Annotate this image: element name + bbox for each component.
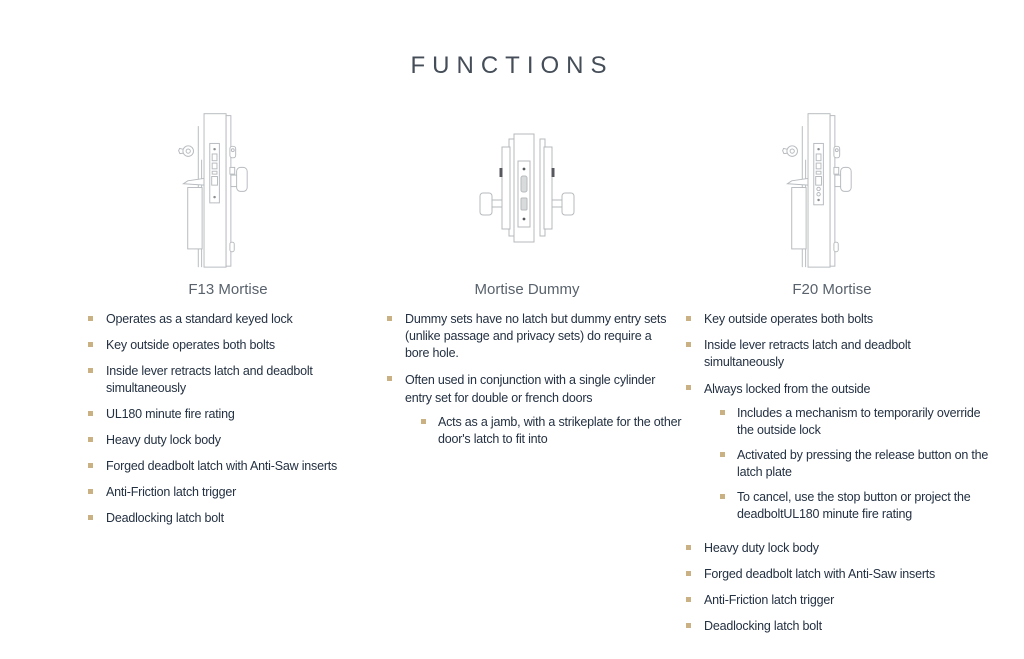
- bullet-square-icon: [686, 545, 691, 550]
- bullet-square-icon: [88, 342, 93, 347]
- feature-text: Acts as a jamb, with a strikeplate for the other door's latch to fit into: [438, 415, 682, 446]
- bullet-square-icon: [686, 342, 691, 347]
- feature-text: Forged deadbolt latch with Anti-Saw inserts: [704, 567, 936, 581]
- feature-list-mortise-dummy: [387, 311, 682, 456]
- bullet-square-icon: [88, 437, 93, 442]
- feature-text: Key outside operates both bolts: [106, 338, 275, 352]
- bullet-square-icon: [686, 597, 691, 602]
- bullet-square-icon: [88, 489, 93, 494]
- feature-sublist: [405, 414, 683, 448]
- column-title-mortise-dummy: Mortise Dummy: [474, 281, 580, 298]
- feature-subitem: [720, 447, 994, 481]
- feature-item: [88, 311, 368, 328]
- feature-text: Operates as a standard keyed lock: [106, 312, 293, 326]
- function-column-mortise-dummy: [387, 106, 682, 644]
- feature-text: Activated by pressing the release button on the latch plate: [737, 448, 989, 479]
- feature-text: Forged deadbolt latch with Anti-Saw inserts: [106, 459, 338, 473]
- mortise-lock-side-view-illustration: [779, 107, 885, 270]
- feature-text: Includes a mechanism to temporarily override the outside lock: [737, 406, 981, 437]
- feature-item: [88, 484, 368, 501]
- feature-item: [88, 406, 368, 423]
- column-title-f13-mortise: F13 Mortise: [188, 281, 268, 298]
- feature-text: Key outside operates both bolts: [704, 312, 873, 326]
- bullet-square-icon: [686, 623, 691, 628]
- mortise-dummy-front-view-illustration: [477, 119, 577, 259]
- function-column-f20-mortise: [686, 106, 989, 644]
- feature-item: [686, 337, 978, 371]
- feature-text: Inside lever retracts latch and deadbolt simultaneously: [106, 364, 313, 395]
- feature-subitem: [421, 414, 683, 448]
- feature-list-f13-mortise: [88, 311, 368, 527]
- bullet-square-icon: [88, 316, 93, 321]
- feature-sublist: [704, 405, 994, 523]
- feature-item: [387, 311, 667, 362]
- feature-item: [686, 592, 978, 609]
- feature-text: Dummy sets have no latch but dummy entry sets (unlike passage and privacy sets) do require a bore hole.: [405, 312, 667, 360]
- mortise-lock-side-view-illustration: [175, 107, 281, 270]
- function-column-f13-mortise: [88, 106, 368, 644]
- bullet-square-icon: [387, 316, 392, 321]
- feature-item: [387, 371, 682, 456]
- page-title: FUNCTIONS: [410, 52, 614, 79]
- feature-item: [88, 510, 368, 527]
- feature-subitem: [720, 489, 994, 523]
- f13-mortise-figure: [88, 106, 368, 271]
- bullet-square-icon: [686, 316, 691, 321]
- bullet-square-icon: [88, 463, 93, 468]
- feature-text: Deadlocking latch bolt: [704, 619, 822, 633]
- bullet-square-icon: [387, 376, 392, 381]
- feature-item: [686, 540, 978, 557]
- f20-mortise-figure: [686, 106, 978, 271]
- feature-text: Anti-Friction latch trigger: [106, 485, 237, 499]
- bullet-square-icon: [720, 410, 725, 415]
- feature-list-f20-mortise: [686, 311, 989, 635]
- feature-item: [686, 618, 978, 635]
- bullet-square-icon: [686, 385, 691, 390]
- bullet-square-icon: [88, 515, 93, 520]
- bullet-square-icon: [421, 419, 426, 424]
- bullet-square-icon: [686, 571, 691, 576]
- feature-item: [686, 566, 978, 583]
- feature-item: [88, 458, 368, 475]
- feature-item: [88, 337, 368, 354]
- feature-text: Inside lever retracts latch and deadbolt simultaneously: [704, 338, 911, 369]
- feature-item: [686, 380, 989, 531]
- bullet-square-icon: [88, 368, 93, 373]
- feature-subitem: [720, 405, 994, 439]
- bullet-square-icon: [88, 411, 93, 416]
- feature-text: Deadlocking latch bolt: [106, 511, 224, 525]
- feature-text: To cancel, use the stop button or project the deadboltUL180 minute fire rating: [737, 490, 971, 521]
- bullet-square-icon: [720, 452, 725, 457]
- bullet-square-icon: [720, 494, 725, 499]
- function-columns: [0, 106, 1024, 644]
- feature-text: Heavy duty lock body: [704, 541, 819, 555]
- feature-text: UL180 minute fire rating: [106, 407, 235, 421]
- feature-text: Heavy duty lock body: [106, 433, 221, 447]
- feature-item: [686, 311, 978, 328]
- mortise-dummy-figure: [387, 106, 667, 271]
- feature-item: [88, 432, 368, 449]
- column-title-f20-mortise: F20 Mortise: [792, 281, 872, 298]
- feature-text: Often used in conjunction with a single cylinder entry set for double or french doors: [405, 373, 656, 405]
- feature-text: Always locked from the outside: [704, 382, 871, 396]
- feature-item: [88, 363, 368, 397]
- feature-text: Anti-Friction latch trigger: [704, 593, 835, 607]
